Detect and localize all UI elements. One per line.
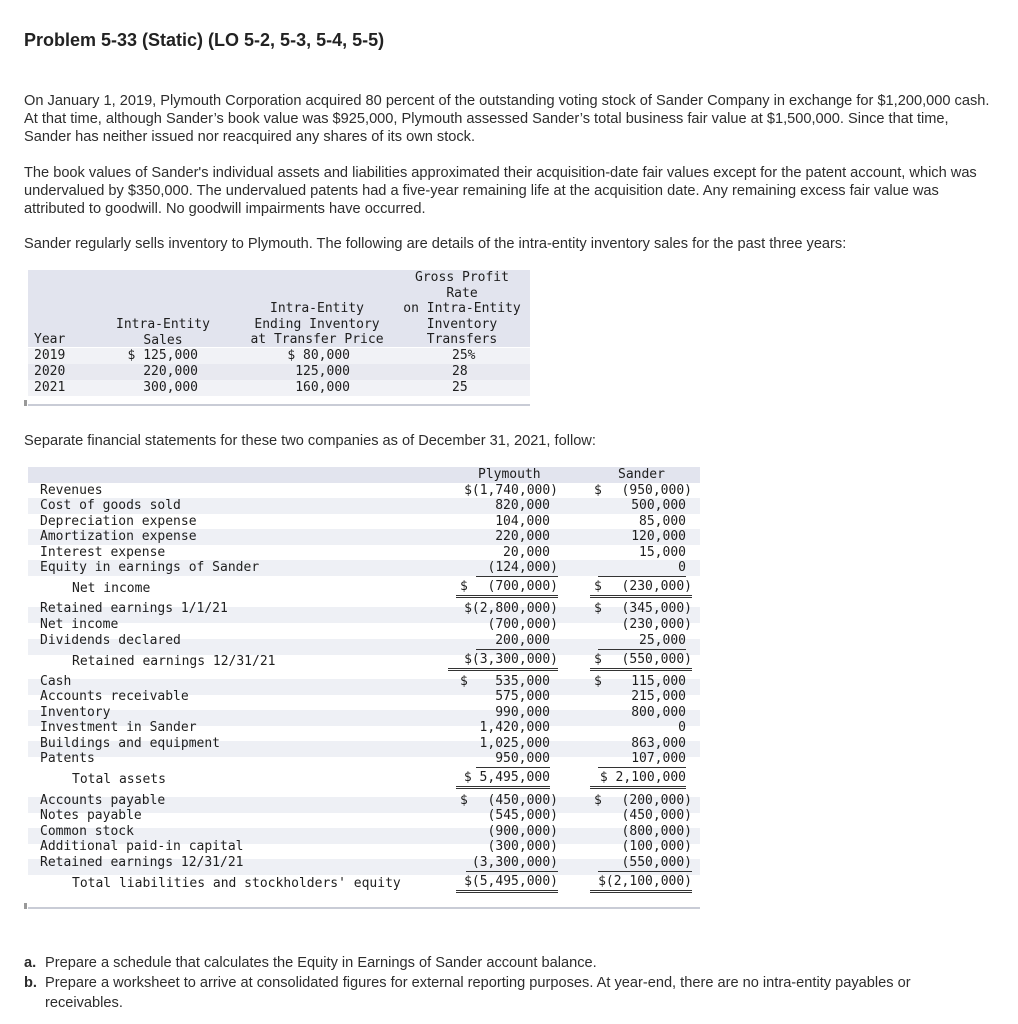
fs-plymouth-value: $(3,300,000) (448, 652, 558, 671)
fs-plymouth-value: 535,000 (495, 674, 550, 689)
fs-sander-value: (200,000) (621, 793, 692, 808)
fs-sander-value: 800,000 (631, 705, 686, 720)
fs-row-label: Additional paid-in capital (40, 839, 244, 854)
fs-plymouth-value: $(1,740,000) (464, 483, 558, 498)
fs-plymouth-value: 820,000 (495, 498, 550, 513)
fs-row-label: Accounts payable (40, 793, 166, 808)
header-sales: Intra-Entity Sales (116, 317, 210, 348)
fs-plymouth-value: 950,000 (476, 751, 550, 768)
column-header-plymouth: Plymouth (478, 467, 541, 482)
fs-row-label: Net income (40, 617, 119, 632)
fs-plymouth-value: 104,000 (495, 514, 550, 529)
fs-sander-value: (345,000) (621, 601, 692, 616)
task-a-label: a. (24, 955, 37, 971)
column-header-sander: Sander (618, 467, 665, 482)
fs-row-label: Retained earnings 12/31/21 (40, 855, 244, 870)
fs-row-label: Retained earnings 12/31/21 (72, 654, 276, 669)
task-a-text: Prepare a schedule that calculates the Equity in Earnings of Sander account balance. (45, 955, 597, 971)
fs-sander-value: 107,000 (598, 751, 686, 768)
fs-row-label: Cash (40, 674, 72, 689)
row-sales: $ 125,000 (127, 348, 198, 363)
fs-plymouth-value: 1,025,000 (479, 736, 550, 751)
fs-row-label: Total assets (72, 772, 166, 787)
row-gross-profit: 28 (452, 364, 468, 379)
fs-plymouth-value: 575,000 (495, 689, 550, 704)
fs-row-label: Accounts receivable (40, 689, 189, 704)
dollar-sign: $ (594, 483, 602, 498)
task-b (24, 973, 984, 1013)
fs-row-label: Revenues (40, 483, 103, 498)
fs-row-label: Buildings and equipment (40, 736, 221, 751)
fs-sander-value: 25,000 (598, 633, 686, 650)
fs-plymouth-value: (300,000) (487, 839, 558, 854)
row-ending-inventory: 125,000 (295, 364, 350, 379)
fs-sander-value: 15,000 (639, 545, 686, 560)
fs-plymouth-value: $ 5,495,000 (456, 770, 550, 789)
fs-plymouth-value: (700,000) (456, 579, 558, 598)
fs-sander-value: (550,000) (598, 855, 692, 872)
fs-plymouth-value: 20,000 (503, 545, 550, 560)
fs-row-label: Total liabilities and stockholders' equity (72, 876, 401, 891)
row-gross-profit: 25% (452, 348, 476, 363)
fs-sander-value: 215,000 (631, 689, 686, 704)
fs-sander-value: (800,000) (621, 824, 692, 839)
fs-sander-value: 85,000 (639, 514, 686, 529)
fs-row-label: Common stock (40, 824, 134, 839)
paragraph-book-values: The book values of Sander's individual assets and liabilities approximated their acquisition-date fair values except for the patent account, which was undervalued by $350,000. The undervalued patents had a five-year remaining life at the acquisition date. Any remaining excess fair value was attributed to goodwill. No goodwill impairments have occurred. (24, 165, 977, 217)
fs-sander-value: 0 (678, 720, 686, 735)
row-sales: 300,000 (143, 380, 198, 395)
intra-entity-inventory-table (28, 270, 530, 406)
dollar-sign: $ (460, 793, 468, 808)
fs-row-label: Depreciation expense (40, 514, 197, 529)
fs-plymouth-value: $(5,495,000) (456, 874, 558, 893)
fs-plymouth-value: $(2,800,000) (464, 601, 558, 616)
paragraph-financial-statements: Separate financial statements for these two companies as of December 31, 2021, follow: (24, 433, 596, 449)
fs-sander-value: (550,000) (590, 652, 692, 671)
fs-sander-value: 115,000 (631, 674, 686, 689)
dollar-sign: $ (460, 579, 468, 594)
row-year: 2019 (34, 348, 66, 363)
fs-sander-value: 863,000 (631, 736, 686, 751)
row-year: 2020 (34, 364, 66, 379)
fs-sander-value: (450,000) (621, 808, 692, 823)
problem-title: Problem 5-33 (Static) (LO 5-2, 5-3, 5-4, 5-5) (24, 30, 385, 50)
task-b-text: Prepare a worksheet to arrive at consolidated figures for external reporting purposes. At year-end, there are no intra-entity payables or receivables. (45, 975, 911, 1011)
task-a (24, 953, 984, 973)
fs-sander-value: (230,000) (621, 617, 692, 632)
task-b-label: b. (24, 975, 37, 991)
row-ending-inventory: $ 80,000 (287, 348, 350, 363)
fs-sander-value: $(2,100,000) (590, 874, 692, 893)
fs-sander-value: $ 2,100,000 (590, 770, 686, 789)
dollar-sign: $ (594, 652, 602, 667)
row-sales: 220,000 (143, 364, 198, 379)
header-gross-profit-rate: Gross Profit Rate on Intra-Entity Inventory Transfers (403, 270, 521, 347)
fs-plymouth-value: (450,000) (487, 793, 558, 808)
fs-sander-value: 0 (598, 560, 686, 577)
fs-row-label: Notes payable (40, 808, 142, 823)
dollar-sign: $ (594, 579, 602, 594)
fs-row-label: Net income (72, 581, 151, 596)
row-year: 2021 (34, 380, 66, 395)
fs-row-label: Equity in earnings of Sander (40, 560, 260, 575)
fs-sander-value: 500,000 (631, 498, 686, 513)
fs-sander-value: (100,000) (621, 839, 692, 854)
dollar-sign: $ (460, 674, 468, 689)
header-year: Year (34, 332, 66, 347)
row-ending-inventory: 160,000 (295, 380, 350, 395)
fs-plymouth-value: (124,000) (476, 560, 558, 577)
fs-plymouth-value: (545,000) (487, 808, 558, 823)
fs-row-label: Patents (40, 751, 95, 766)
fs-plymouth-value: 1,420,000 (479, 720, 550, 735)
row-gross-profit: 25 (452, 380, 468, 395)
dollar-sign: $ (594, 601, 602, 616)
dollar-sign: $ (594, 793, 602, 808)
fs-row-label: Retained earnings 1/1/21 (40, 601, 228, 616)
fs-plymouth-value: (3,300,000) (466, 855, 558, 872)
fs-sander-value: (230,000) (590, 579, 692, 598)
fs-plymouth-value: 200,000 (476, 633, 550, 650)
fs-row-label: Dividends declared (40, 633, 181, 648)
paragraph-acquisition: On January 1, 2019, Plymouth Corporation acquired 80 percent of the outstanding voting stock of Sander Company in exchange for $1,200,000 cash. At that time, although Sander’s book value was $925,000, Plymouth assessed Sander’s total business fair value at $1,500,000. Since that time, Sander has neither issued nor reacquired any shares of its own stock. (24, 93, 990, 145)
fs-row-label: Cost of goods sold (40, 498, 181, 513)
fs-plymouth-value: (700,000) (487, 617, 558, 632)
dollar-sign: $ (594, 674, 602, 689)
fs-row-label: Inventory (40, 705, 111, 720)
fs-sander-value: (950,000) (621, 483, 692, 498)
fs-plymouth-value: 220,000 (495, 529, 550, 544)
task-list (24, 953, 984, 1013)
header-ending-inventory: Intra-Entity Ending Inventory at Transfer Price (250, 301, 384, 347)
fs-row-label: Interest expense (40, 545, 166, 560)
fs-row-label: Investment in Sander (40, 720, 197, 735)
fs-sander-value: 120,000 (631, 529, 686, 544)
fs-plymouth-value: 990,000 (495, 705, 550, 720)
financial-statements-table (28, 467, 700, 911)
fs-row-label: Amortization expense (40, 529, 197, 544)
fs-plymouth-value: (900,000) (487, 824, 558, 839)
paragraph-inventory-sales: Sander regularly sells inventory to Plymouth. The following are details of the intra-entity inventory sales for the past three years: (24, 236, 847, 252)
